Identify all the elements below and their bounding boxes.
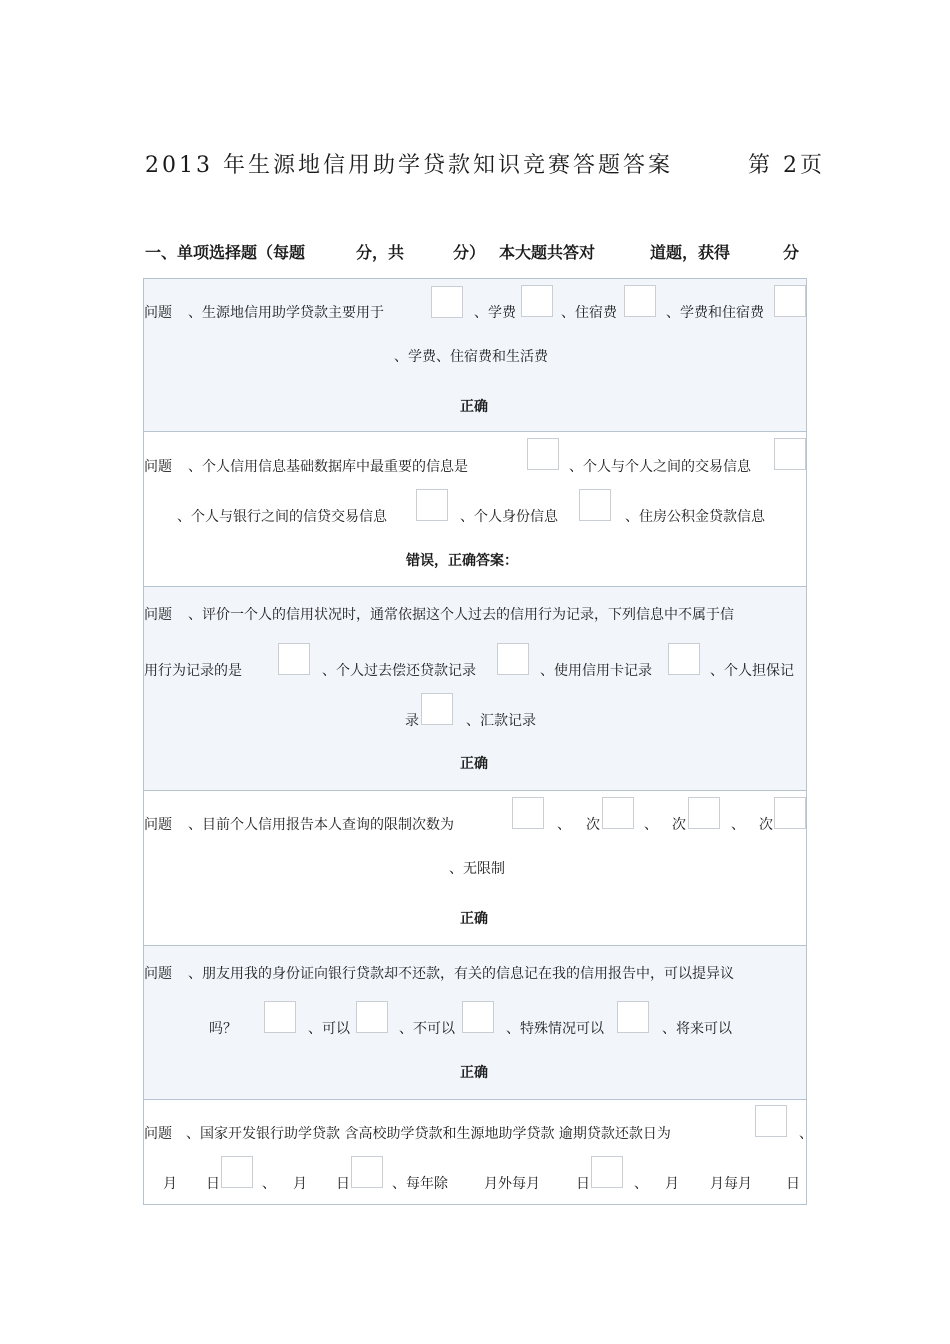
option-c-checkbox[interactable] bbox=[416, 489, 448, 521]
question-stem: 、个人信用信息基础数据库中最重要的信息是 bbox=[188, 459, 468, 475]
option-a-label: 、个人过去偿还贷款记录 bbox=[322, 663, 476, 679]
option-d-checkbox[interactable] bbox=[579, 489, 611, 521]
question-stem-line1: 、朋友用我的身份证向银行贷款却不还款，有关的信息记在我的信用报告中，可以提异议 bbox=[188, 966, 734, 982]
option-b-checkbox[interactable] bbox=[356, 1001, 388, 1033]
option-c-label: 、个人身份信息 bbox=[460, 509, 558, 525]
option-a-label: 、 bbox=[557, 817, 571, 833]
option-a-checkbox[interactable] bbox=[431, 286, 463, 318]
option-c-label-wrap: 录 bbox=[405, 713, 419, 729]
option-b-checkbox[interactable] bbox=[521, 285, 553, 317]
answer-result: 正确 bbox=[460, 756, 488, 772]
option-a-label: 、个人与个人之间的交易信息 bbox=[569, 459, 751, 475]
option-d-checkbox[interactable] bbox=[774, 285, 806, 317]
option-d-label: 、学费、住宿费和生活费 bbox=[394, 349, 548, 365]
option-d-label: 、汇款记录 bbox=[466, 713, 536, 729]
option-b-checkbox[interactable] bbox=[774, 438, 806, 470]
question-6 bbox=[143, 1100, 813, 1205]
option-d-month-each: 月每月 bbox=[710, 1176, 752, 1192]
option-c-month: 月外每月 bbox=[484, 1176, 540, 1192]
question-prefix: 问题 bbox=[144, 607, 172, 623]
option-a-checkbox[interactable] bbox=[755, 1105, 787, 1137]
option-d-day: 日 bbox=[786, 1176, 800, 1192]
option-c-checkbox[interactable] bbox=[668, 643, 700, 675]
answer-result: 正确 bbox=[460, 399, 488, 415]
document-title: 2013 年生源地信用助学贷款知识竞赛答题答案 bbox=[145, 153, 673, 178]
option-c-checkbox[interactable] bbox=[688, 797, 720, 829]
section-heading: 一、单项选择题（每题 bbox=[145, 243, 306, 262]
section-answered: 本大题共答对 bbox=[499, 243, 596, 262]
question-prefix: 问题 bbox=[144, 966, 172, 982]
option-d-checkbox[interactable] bbox=[421, 693, 453, 725]
option-b-unit: 次 bbox=[672, 817, 686, 833]
answer-result: 正确 bbox=[460, 911, 488, 927]
section-score-total: 分） bbox=[453, 243, 486, 262]
option-c-unit: 次 bbox=[759, 817, 773, 833]
option-d-checkbox[interactable] bbox=[591, 1156, 623, 1188]
option-a-checkbox[interactable] bbox=[512, 797, 544, 829]
question-stem: 、国家开发银行助学贷款 含高校助学贷款和生源地助学贷款 逾期贷款还款日为 bbox=[186, 1126, 671, 1142]
option-c-day: 日 bbox=[576, 1176, 590, 1192]
option-a-checkbox[interactable] bbox=[278, 643, 310, 675]
option-c-checkbox[interactable] bbox=[351, 1156, 383, 1188]
option-d-label: 、将来可以 bbox=[662, 1021, 732, 1037]
option-c-label: 、 bbox=[731, 817, 745, 833]
option-d-checkbox[interactable] bbox=[617, 1001, 649, 1033]
option-d-label: 、无限制 bbox=[449, 861, 505, 877]
option-c-label: 、每年除 bbox=[392, 1176, 448, 1192]
question-prefix: 问题 bbox=[144, 1126, 172, 1142]
option-a-label: 、可以 bbox=[308, 1021, 350, 1037]
option-b-checkbox[interactable] bbox=[221, 1156, 253, 1188]
option-a-unit: 次 bbox=[586, 817, 600, 833]
section-got: 道题，获得 bbox=[650, 243, 731, 262]
section-unit: 分 bbox=[783, 243, 800, 262]
option-b-label: 、 bbox=[262, 1176, 276, 1192]
option-b-label: 、不可以 bbox=[399, 1021, 455, 1037]
question-stem: 、目前个人信用报告本人查询的限制次数为 bbox=[188, 817, 454, 833]
option-a-day: 日 bbox=[206, 1176, 220, 1192]
option-a-checkbox[interactable] bbox=[264, 1001, 296, 1033]
option-a-label: 、学费 bbox=[474, 305, 516, 321]
question-3 bbox=[143, 587, 807, 791]
question-5 bbox=[143, 946, 807, 1100]
question-4 bbox=[143, 791, 807, 946]
question-prefix: 问题 bbox=[144, 305, 172, 321]
answer-result: 错误，正确答案： bbox=[406, 553, 518, 569]
option-c-label: 、个人担保记 bbox=[710, 663, 794, 679]
question-stem-line2: 用行为记录的是 bbox=[144, 663, 242, 679]
option-c-label: 、学费和住宿费 bbox=[666, 305, 764, 321]
option-d-month: 月 bbox=[665, 1176, 679, 1192]
option-a-label: 、 bbox=[799, 1126, 813, 1142]
answer-result: 正确 bbox=[460, 1065, 488, 1081]
option-d-checkbox[interactable] bbox=[774, 797, 806, 829]
option-c-label: 、特殊情况可以 bbox=[506, 1021, 604, 1037]
option-b-label: 、 bbox=[644, 817, 658, 833]
option-b-month: 月 bbox=[293, 1176, 307, 1192]
option-b-label: 、住宿费 bbox=[561, 305, 617, 321]
option-d-label: 、住房公积金贷款信息 bbox=[625, 509, 765, 525]
question-stem-line1: 、评价一个人的信用状况时，通常依据这个人过去的信用行为记录，下列信息中不属于信 bbox=[188, 607, 734, 623]
option-d-label: 、 bbox=[634, 1176, 648, 1192]
option-c-checkbox[interactable] bbox=[462, 1001, 494, 1033]
option-b-label: 、使用信用卡记录 bbox=[540, 663, 652, 679]
question-prefix: 问题 bbox=[144, 817, 172, 833]
question-1 bbox=[143, 278, 807, 432]
page-number: 第 2页 bbox=[748, 153, 825, 178]
option-a-checkbox[interactable] bbox=[527, 438, 559, 470]
option-a-month: 月 bbox=[163, 1176, 177, 1192]
option-b-label: 、个人与银行之间的信贷交易信息 bbox=[177, 509, 387, 525]
option-c-checkbox[interactable] bbox=[624, 285, 656, 317]
option-b-checkbox[interactable] bbox=[497, 643, 529, 675]
question-2 bbox=[143, 432, 807, 587]
option-b-checkbox[interactable] bbox=[602, 797, 634, 829]
section-score-per: 分，共 bbox=[356, 243, 405, 262]
question-stem: 、生源地信用助学贷款主要用于 bbox=[188, 305, 384, 321]
option-b-day: 日 bbox=[336, 1176, 350, 1192]
question-stem-line2: 吗？ bbox=[209, 1021, 237, 1037]
question-prefix: 问题 bbox=[144, 459, 172, 475]
